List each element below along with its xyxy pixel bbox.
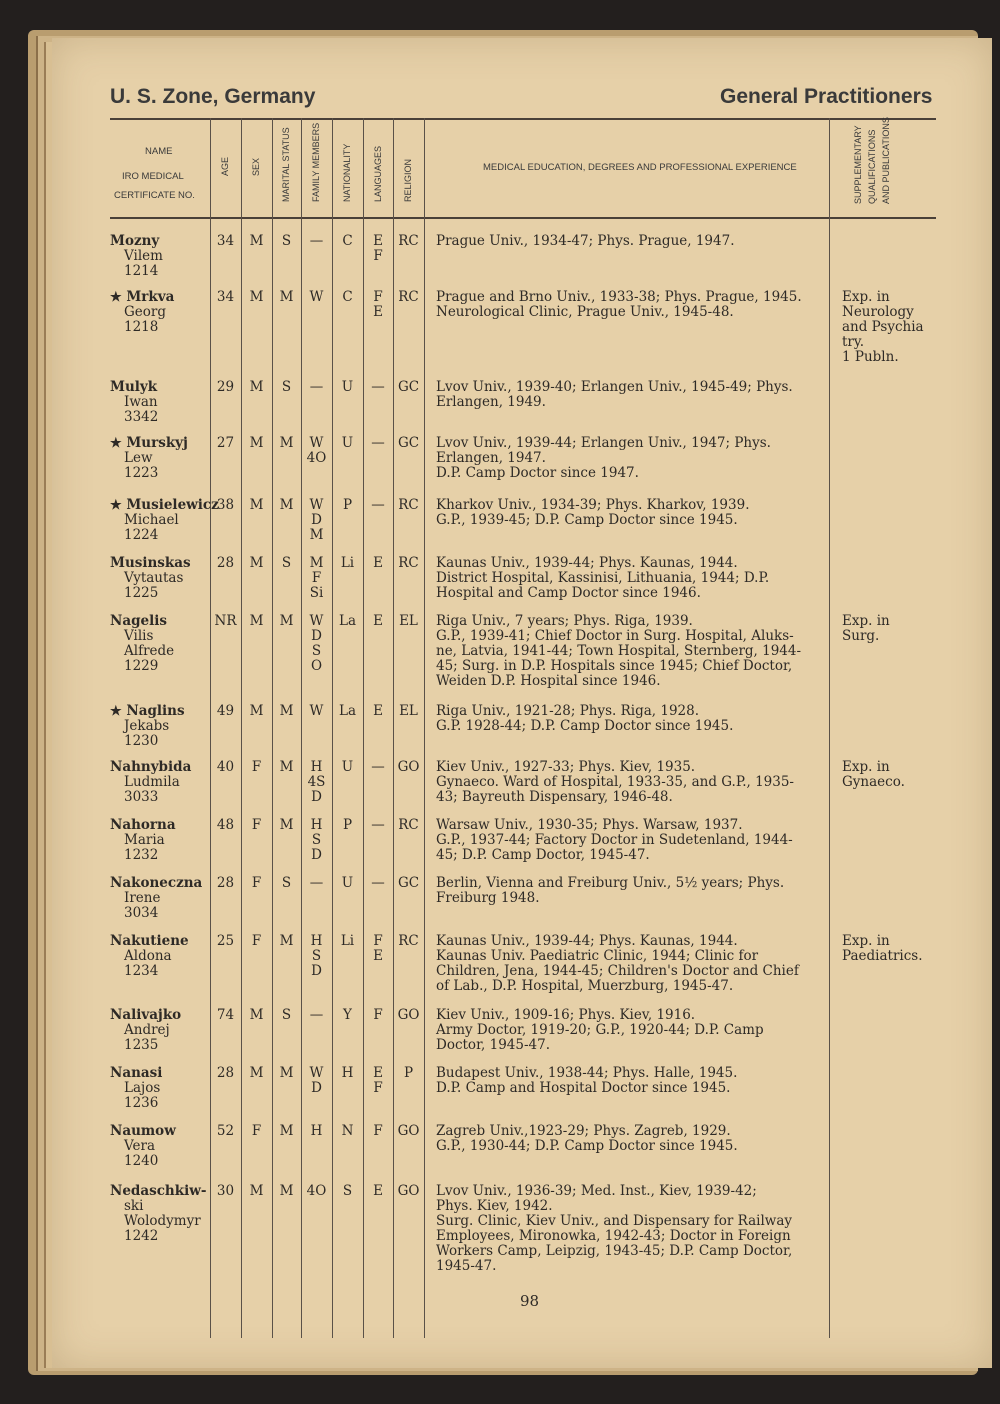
sex-cell: M bbox=[249, 289, 264, 305]
name-line: 3033 bbox=[124, 789, 159, 805]
surname: Nahnybida bbox=[110, 759, 192, 775]
marital-cell: M bbox=[279, 759, 294, 775]
family-cell: H S D bbox=[310, 817, 323, 863]
name-line: 1229 bbox=[124, 658, 159, 674]
marital-cell: M bbox=[279, 289, 294, 305]
family-cell: H 4S D bbox=[307, 759, 326, 805]
education-cell: Berlin, Vienna and Freiburg Univ., 5½ years; Phys. Freiburg 1948. bbox=[436, 875, 785, 906]
family-cell: W D S O bbox=[309, 613, 324, 674]
physician-name bbox=[110, 290, 214, 335]
surname: Nagelis bbox=[110, 613, 167, 629]
religion-cell: GO bbox=[397, 759, 420, 775]
nationality-cell: C bbox=[342, 289, 353, 305]
age-cell: 25 bbox=[216, 933, 235, 949]
religion-cell: GC bbox=[397, 435, 420, 451]
nationality-cell: S bbox=[342, 1183, 353, 1199]
age-cell: 27 bbox=[216, 435, 235, 451]
name-line: 1224 bbox=[124, 527, 159, 543]
nationality-cell: U bbox=[341, 875, 354, 891]
languages-cell: — bbox=[371, 759, 385, 775]
name-line: Andrej bbox=[124, 1022, 170, 1038]
family-cell: 4O bbox=[306, 1183, 327, 1199]
physician-name bbox=[110, 614, 214, 674]
nationality-cell: La bbox=[338, 703, 356, 719]
name-line: Vera bbox=[124, 1138, 156, 1154]
physician-name bbox=[110, 380, 214, 425]
header-category: General Practitioners bbox=[720, 85, 933, 108]
supplementary-cell: Exp. in Neurology and Psychia try. 1 Publn. bbox=[842, 289, 924, 365]
marital-cell: S bbox=[281, 379, 292, 395]
marital-cell: M bbox=[279, 1183, 294, 1199]
surname: Nalivajko bbox=[110, 1007, 182, 1023]
col-header-iro: IRO MEDICAL bbox=[122, 171, 184, 182]
age-cell: 40 bbox=[216, 759, 235, 775]
nationality-cell: U bbox=[341, 435, 354, 451]
col-header-family: FAMILY MEMBERS bbox=[311, 122, 321, 202]
languages-cell: — bbox=[371, 379, 385, 395]
marital-cell: S bbox=[281, 875, 292, 891]
family-cell: W D M bbox=[309, 497, 324, 543]
star-icon: ★ bbox=[110, 498, 122, 513]
languages-cell: — bbox=[371, 497, 385, 513]
name-line: 1218 bbox=[124, 319, 159, 335]
education-cell: Lvov Univ., 1939-40; Erlangen Univ., 1945-49; Phys. Erlangen, 1949. bbox=[436, 379, 793, 410]
marital-cell: M bbox=[279, 435, 294, 451]
marital-cell: M bbox=[279, 1123, 294, 1139]
education-cell: Warsaw Univ., 1930-35; Phys. Warsaw, 1937. G.P., 1937-44; Factory Doctor in Sudetenland, 1944- 45; D.P. Camp Doctor, 1945-47. bbox=[436, 817, 793, 863]
surname: Nanasi bbox=[110, 1065, 163, 1081]
age-cell: 74 bbox=[216, 1007, 235, 1023]
languages-cell: F E bbox=[373, 933, 383, 964]
marital-cell: M bbox=[279, 817, 294, 833]
name-line: 1242 bbox=[124, 1228, 159, 1244]
name-line: 1214 bbox=[124, 263, 159, 279]
col-header-age: AGE bbox=[220, 156, 230, 176]
sex-cell: F bbox=[251, 1123, 262, 1139]
surname: Mozny bbox=[110, 233, 160, 249]
education-cell: Kiev Univ., 1927-33; Phys. Kiev, 1935. Gynaeco. Ward of Hospital, 1933-35, and G.P., 1935- 43; Bayreuth Dispensary, 1946-48. bbox=[436, 759, 794, 805]
name-line: 1232 bbox=[124, 847, 159, 863]
sex-cell: M bbox=[249, 1007, 264, 1023]
physician-name bbox=[110, 497, 219, 543]
physician-name bbox=[110, 234, 214, 279]
family-cell: H bbox=[310, 1123, 323, 1139]
surname: Nakoneczna bbox=[110, 875, 203, 891]
name-line: Alfrede bbox=[124, 643, 175, 659]
religion-cell: EL bbox=[399, 613, 418, 629]
star-icon: ★ bbox=[110, 290, 122, 305]
sex-cell: M bbox=[249, 435, 264, 451]
physician-name bbox=[110, 934, 214, 979]
nationality-cell: P bbox=[342, 817, 353, 833]
col-header-sex: SEX bbox=[251, 157, 261, 176]
col-header-religion: RELIGION bbox=[403, 158, 413, 202]
physician-name bbox=[110, 1124, 214, 1169]
religion-cell: RC bbox=[398, 933, 419, 949]
family-cell: W bbox=[309, 703, 324, 719]
physician-name bbox=[110, 1066, 214, 1111]
surname: Nahorna bbox=[110, 817, 176, 833]
languages-cell: E bbox=[373, 1183, 383, 1199]
age-cell: NR bbox=[214, 613, 237, 629]
languages-cell: E bbox=[373, 555, 383, 571]
marital-cell: S bbox=[281, 1007, 292, 1023]
name-line: Iwan bbox=[124, 394, 158, 410]
age-cell: 28 bbox=[216, 1065, 235, 1081]
marital-cell: S bbox=[281, 233, 292, 249]
name-line: Maria bbox=[124, 832, 165, 848]
page-number: 98 bbox=[520, 1292, 540, 1310]
religion-cell: GO bbox=[397, 1007, 420, 1023]
marital-cell: M bbox=[279, 613, 294, 629]
sex-cell: M bbox=[249, 497, 264, 513]
family-cell: M F Si bbox=[309, 555, 324, 601]
name-line: Vytautas bbox=[124, 570, 184, 586]
name-line: 1225 bbox=[124, 585, 159, 601]
surname: Naglins bbox=[126, 703, 185, 719]
nationality-cell: U bbox=[341, 379, 354, 395]
education-cell: Prague Univ., 1934-47; Phys. Prague, 1947. bbox=[436, 233, 735, 249]
marital-cell: S bbox=[281, 555, 292, 571]
surname: Mulyk bbox=[110, 379, 158, 395]
education-cell: Budapest Univ., 1938-44; Phys. Halle, 1945. D.P. Camp and Hospital Doctor since 1945. bbox=[436, 1065, 738, 1096]
age-cell: 29 bbox=[216, 379, 235, 395]
family-cell: — bbox=[309, 875, 324, 891]
family-cell: W D bbox=[309, 1065, 324, 1096]
religion-cell: EL bbox=[399, 703, 418, 719]
age-cell: 52 bbox=[216, 1123, 235, 1139]
name-line: 1236 bbox=[124, 1095, 159, 1111]
physician-name bbox=[110, 1008, 214, 1053]
age-cell: 38 bbox=[216, 497, 235, 513]
religion-cell: RC bbox=[398, 555, 419, 571]
sex-cell: M bbox=[249, 1065, 264, 1081]
sex-cell: M bbox=[249, 1183, 264, 1199]
name-line: 1235 bbox=[124, 1037, 159, 1053]
education-cell: Kiev Univ., 1909-16; Phys. Kiev, 1916. Army Doctor, 1919-20; G.P., 1920-44; D.P. Camp Doctor, 1945-47. bbox=[436, 1007, 764, 1053]
family-cell: W 4O bbox=[306, 435, 327, 466]
nationality-cell: Li bbox=[340, 555, 355, 571]
name-line: Wolodymyr bbox=[124, 1213, 201, 1229]
name-line: 3034 bbox=[124, 905, 159, 921]
languages-cell: E bbox=[373, 703, 383, 719]
supplementary-cell: Exp. in Gynaeco. bbox=[842, 759, 905, 790]
age-cell: 34 bbox=[216, 289, 235, 305]
surname: Musielewicz bbox=[126, 497, 219, 513]
age-cell: 48 bbox=[216, 817, 235, 833]
languages-cell: E bbox=[373, 613, 383, 629]
sex-cell: M bbox=[249, 703, 264, 719]
name-line: Lew bbox=[124, 450, 153, 466]
languages-cell: F E bbox=[373, 289, 383, 320]
table-header-rule bbox=[110, 217, 936, 219]
col-divider bbox=[829, 118, 830, 1338]
nationality-cell: La bbox=[338, 613, 356, 629]
education-cell: Kharkov Univ., 1934-39; Phys. Kharkov, 1939. G.P., 1939-45; D.P. Camp Doctor since 1945. bbox=[436, 497, 750, 528]
col-header-supp1: SUPPLEMENTARY bbox=[853, 125, 863, 204]
family-cell: — bbox=[309, 1007, 324, 1023]
physician-name bbox=[110, 876, 214, 921]
education-cell: Kaunas Univ., 1939-44; Phys. Kaunas, 1944. Kaunas Univ. Paediatric Clinic, 1944; Clinic for Children, Jena, 1944-45; Children's Doctor and Chief of Lab., D.P. Hospital, Muerzburg, 1945-47. bbox=[436, 933, 799, 994]
nationality-cell: N bbox=[341, 1123, 354, 1139]
physician-name bbox=[110, 556, 214, 601]
nationality-cell: P bbox=[342, 497, 353, 513]
sex-cell: F bbox=[251, 875, 262, 891]
physician-name bbox=[110, 436, 214, 481]
name-line: 1240 bbox=[124, 1153, 159, 1169]
education-cell: Lvov Univ., 1936-39; Med. Inst., Kiev, 1939-42; Phys. Kiev, 1942. Surg. Clinic, Kiev Univ., and Dispensary for Railway Employees, Mironowka, 1942-43; Doctor in Foreign Workers Camp, Leipzig, 1943-45; D.P. Camp Doctor, 1945-47. bbox=[436, 1183, 793, 1274]
col-header-supp2: QUALIFICATIONS bbox=[867, 129, 877, 204]
col-header-marital: MARITAL STATUS bbox=[281, 127, 291, 202]
table-top-rule bbox=[110, 118, 936, 120]
age-cell: 49 bbox=[216, 703, 235, 719]
star-icon: ★ bbox=[110, 704, 122, 719]
name-line: Georg bbox=[124, 304, 166, 320]
nationality-cell: U bbox=[341, 759, 354, 775]
languages-cell: F bbox=[373, 1007, 383, 1023]
physician-name bbox=[110, 818, 214, 863]
name-line: 1230 bbox=[124, 733, 159, 749]
languages-cell: E F bbox=[373, 1065, 383, 1096]
education-cell: Prague and Brno Univ., 1933-38; Phys. Prague, 1945. Neurological Clinic, Prague Univ., 1945-48. bbox=[436, 289, 802, 320]
education-cell: Lvov Univ., 1939-44; Erlangen Univ., 1947; Phys. Erlangen, 1947. D.P. Camp Doctor since 1947. bbox=[436, 435, 771, 481]
name-line: Jekabs bbox=[124, 718, 170, 734]
religion-cell: P bbox=[403, 1065, 414, 1081]
surname: Nedaschkiw- bbox=[110, 1183, 207, 1199]
education-cell: Zagreb Univ.,1923-29; Phys. Zagreb, 1929. G.P., 1930-44; D.P. Camp Doctor since 1945. bbox=[436, 1123, 738, 1154]
supplementary-cell: Exp. in Surg. bbox=[842, 613, 890, 644]
marital-cell: M bbox=[279, 1065, 294, 1081]
surname: Mrkva bbox=[126, 289, 175, 305]
education-cell: Kaunas Univ., 1939-44; Phys. Kaunas, 1944. District Hospital, Kassinisi, Lithuania, 1944; D.P. Hospital and Camp Doctor since 1946. bbox=[436, 555, 770, 601]
marital-cell: M bbox=[279, 703, 294, 719]
name-line: Michael bbox=[124, 512, 179, 528]
religion-cell: RC bbox=[398, 289, 419, 305]
page bbox=[52, 38, 992, 1368]
name-line: Aldona bbox=[124, 948, 172, 964]
header-zone: U. S. Zone, Germany bbox=[110, 85, 316, 108]
supplementary-cell: Exp. in Paediatrics. bbox=[842, 933, 923, 964]
languages-cell: — bbox=[371, 435, 385, 451]
languages-cell: — bbox=[371, 875, 385, 891]
col-header-nationality: NATIONALITY bbox=[342, 143, 352, 202]
name-line: Ludmila bbox=[124, 774, 180, 790]
star-icon: ★ bbox=[110, 436, 122, 451]
physician-name bbox=[110, 704, 214, 749]
family-cell: H S D bbox=[310, 933, 323, 979]
col-header-supp3: AND PUBLICATIONS bbox=[881, 117, 891, 204]
age-cell: 28 bbox=[216, 875, 235, 891]
col-header-name: NAME bbox=[145, 146, 173, 157]
name-line: 1234 bbox=[124, 963, 159, 979]
sex-cell: M bbox=[249, 555, 264, 571]
name-line: Vilem bbox=[124, 248, 163, 264]
family-cell: — bbox=[309, 233, 324, 249]
surname: Musinskas bbox=[110, 555, 191, 571]
sex-cell: M bbox=[249, 379, 264, 395]
surname: Murskyj bbox=[126, 435, 188, 451]
languages-cell: E F bbox=[373, 233, 383, 264]
col-divider bbox=[424, 118, 425, 1338]
physician-name bbox=[110, 760, 214, 805]
nationality-cell: Y bbox=[343, 1007, 352, 1023]
religion-cell: GC bbox=[397, 379, 420, 395]
name-line: Lajos bbox=[124, 1080, 161, 1096]
sex-cell: F bbox=[251, 759, 262, 775]
family-cell: — bbox=[309, 379, 324, 395]
sex-cell: F bbox=[251, 933, 262, 949]
name-line: 1223 bbox=[124, 465, 159, 481]
religion-cell: RC bbox=[398, 233, 419, 249]
nationality-cell: H bbox=[341, 1065, 354, 1081]
religion-cell: RC bbox=[398, 817, 419, 833]
age-cell: 30 bbox=[216, 1183, 235, 1199]
education-cell: Riga Univ., 7 years; Phys. Riga, 1939. G.P., 1939-41; Chief Doctor in Surg. Hospital, Aluks- ne, Latvia, 1941-44; Town Hospital, Sternberg, 1944- 45; Surg. in D.P. Hospitals since 1945; Chief Doctor, Weiden D.P. Hospital since 1946. bbox=[436, 613, 802, 689]
marital-cell: M bbox=[279, 497, 294, 513]
nationality-cell: Li bbox=[340, 933, 355, 949]
sex-cell: M bbox=[249, 613, 264, 629]
physician-name bbox=[110, 1184, 214, 1244]
religion-cell: GO bbox=[397, 1183, 420, 1199]
name-line: ski bbox=[124, 1198, 144, 1214]
name-line: 3342 bbox=[124, 409, 159, 425]
col-header-languages: LANGUAGES bbox=[373, 145, 383, 202]
sex-cell: M bbox=[249, 233, 264, 249]
surname: Naumow bbox=[110, 1123, 176, 1139]
family-cell: W bbox=[309, 289, 324, 305]
nationality-cell: C bbox=[342, 233, 353, 249]
sex-cell: F bbox=[251, 817, 262, 833]
languages-cell: — bbox=[371, 817, 385, 833]
name-line: Vilis bbox=[124, 628, 154, 644]
religion-cell: GC bbox=[397, 875, 420, 891]
languages-cell: F bbox=[373, 1123, 383, 1139]
name-line: Irene bbox=[124, 890, 161, 906]
surname: Nakutiene bbox=[110, 933, 189, 949]
col-header-certificate: CERTIFICATE NO. bbox=[114, 190, 195, 201]
religion-cell: RC bbox=[398, 497, 419, 513]
age-cell: 34 bbox=[216, 233, 235, 249]
education-cell: Riga Univ., 1921-28; Phys. Riga, 1928. G.P. 1928-44; D.P. Camp Doctor since 1945. bbox=[436, 703, 734, 734]
col-header-education: MEDICAL EDUCATION, DEGREES AND PROFESSIONAL EXPERIENCE bbox=[483, 162, 797, 173]
religion-cell: GO bbox=[397, 1123, 420, 1139]
age-cell: 28 bbox=[216, 555, 235, 571]
marital-cell: M bbox=[279, 933, 294, 949]
